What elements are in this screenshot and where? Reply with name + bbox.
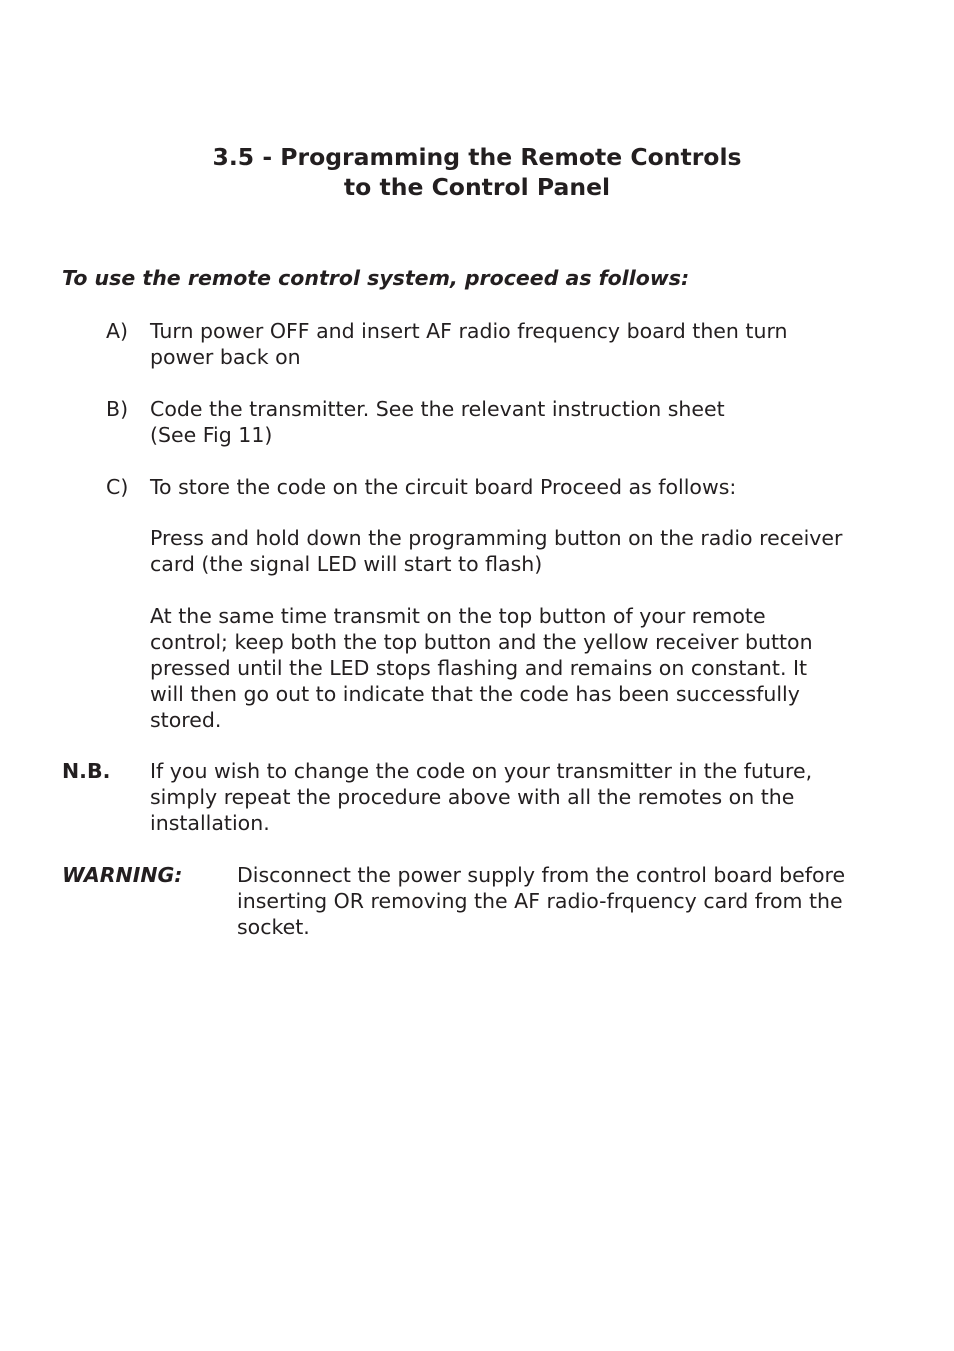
paragraph-line: will then go out to indicate that the code has been successfully [150, 682, 800, 706]
warning-line: Disconnect the power supply from the control board before [237, 863, 846, 887]
procedure-paragraph-2 [150, 603, 900, 733]
section-title-line-2: to the Control Panel [343, 173, 611, 201]
step-b-letter: B) [106, 397, 129, 421]
step-a-line: power back on [150, 345, 301, 369]
warning-label: WARNING: [62, 863, 183, 887]
nb-line: If you wish to change the code on your transmitter in the future, [150, 759, 813, 783]
step-a-text [150, 318, 900, 370]
paragraph-line: card (the signal LED will start to flash) [150, 552, 543, 576]
step-b-line: (See Fig 11) [150, 423, 273, 447]
section-title-line-1: 3.5 - Programming the Remote Controls [212, 143, 742, 171]
step-b-line: Code the transmitter. See the relevant instruction sheet [150, 397, 725, 421]
intro-heading: To use the remote control system, proceed as follows: [62, 266, 690, 290]
nb-line: simply repeat the procedure above with all the remotes on the [150, 785, 795, 809]
section-title [0, 142, 954, 202]
step-b-text [150, 396, 900, 448]
warning-line: inserting OR removing the AF radio-frquency card from the [237, 889, 843, 913]
warning-line: socket. [237, 915, 310, 939]
step-c-letter: C) [106, 475, 129, 499]
paragraph-line: Press and hold down the programming button on the radio receiver [150, 526, 843, 550]
nb-text [150, 758, 890, 836]
procedure-paragraph-1 [150, 525, 900, 577]
step-c-text [150, 474, 900, 500]
paragraph-line: At the same time transmit on the top button of your remote [150, 604, 766, 628]
warning-text [237, 862, 897, 940]
step-a-letter: A) [106, 319, 129, 343]
paragraph-line: stored. [150, 708, 222, 732]
step-a-line: Turn power OFF and insert AF radio frequency board then turn [150, 319, 788, 343]
nb-label: N.B. [62, 759, 111, 783]
nb-line: installation. [150, 811, 270, 835]
step-c-line: To store the code on the circuit board Proceed as follows: [150, 475, 737, 499]
paragraph-line: pressed until the LED stops flashing and remains on constant. It [150, 656, 808, 680]
paragraph-line: control; keep both the top button and the yellow receiver button [150, 630, 813, 654]
